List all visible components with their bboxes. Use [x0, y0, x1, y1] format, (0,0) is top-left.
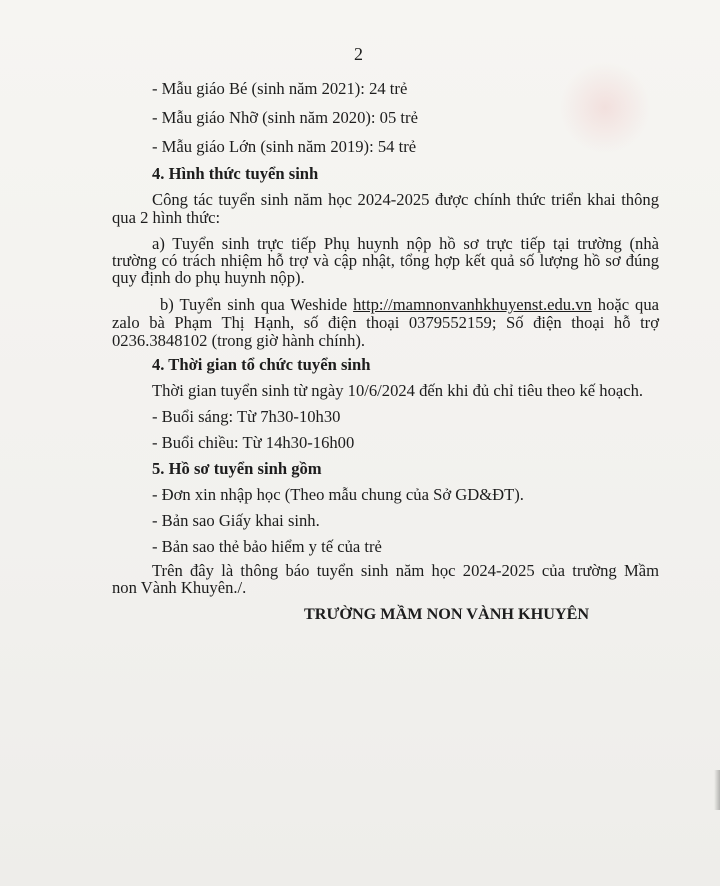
closing-line1: Trên đây là thông báo tuyển sinh năm học 2024-2025 của trường Mầm	[152, 561, 659, 580]
section-form-heading: 4. Hình thức tuyển sinh	[152, 164, 319, 183]
section-time-heading: 4. Thời gian tổ chức tuyển sinh	[152, 355, 371, 374]
time-afternoon: - Buổi chiều: Từ 14h30-16h00	[152, 433, 355, 452]
section-docs-heading: 5. Hồ sơ tuyển sinh gồm	[152, 459, 322, 478]
time-morning: - Buổi sáng: Từ 7h30-10h30	[152, 407, 341, 426]
page-number: 2	[354, 44, 363, 64]
section-time-intro: Thời gian tuyển sinh từ ngày 10/6/2024 đến khi đủ chỉ tiêu theo kế hoạch.	[152, 381, 644, 400]
option-a-line1: a) Tuyển sinh trực tiếp Phụ huynh nộp hồ sơ trực tiếp tại trường (nhà	[152, 234, 659, 253]
option-b-line1	[160, 295, 659, 315]
option-b-suffix: hoặc qua	[591, 295, 659, 314]
doc-item-application: - Đơn xin nhập học (Theo mẫu chung của Sở GD&ĐT).	[152, 485, 524, 504]
grade-line-be: - Mẫu giáo Bé (sinh năm 2021): 24 trẻ	[152, 79, 408, 98]
doc-item-health-insurance: - Bản sao thẻ bảo hiểm y tế của trẻ	[152, 537, 382, 556]
closing-line2: non Vành Khuyên./.	[112, 578, 247, 597]
section-form-intro-line1: Công tác tuyển sinh năm học 2024-2025 được chính thức triển khai thông	[152, 190, 659, 209]
website-link[interactable]: http://mamnonvanhkhuyenst.edu.vn	[353, 295, 592, 314]
grade-line-lon: - Mẫu giáo Lớn (sinh năm 2019): 54 trẻ	[152, 137, 417, 156]
grade-line-nho: - Mẫu giáo Nhỡ (sinh năm 2020): 05 trẻ	[152, 108, 418, 127]
option-a-line3: quy định do phụ huynh nộp).	[112, 268, 305, 287]
option-b-prefix: b) Tuyển sinh qua Weshide	[160, 295, 354, 314]
section-form-intro-line2: qua 2 hình thức:	[112, 208, 221, 227]
option-a-line2: trường có trách nhiệm hỗ trợ và cập nhật, tổng hợp kết quả số lượng hồ sơ đúng	[112, 251, 659, 270]
page-edge-shadow	[714, 770, 720, 810]
faded-stamp-mark	[560, 60, 650, 155]
signature-school-name: TRƯỜNG MẦM NON VÀNH KHUYÊN	[304, 605, 590, 623]
option-b-line2: zalo bà Phạm Thị Hạnh, số điện thoại 0379552159; Số điện thoại hỗ trợ	[112, 313, 659, 332]
doc-item-birth-certificate: - Bản sao Giấy khai sinh.	[152, 511, 320, 530]
option-b-line3: 0236.3848102 (trong giờ hành chính).	[112, 331, 366, 350]
